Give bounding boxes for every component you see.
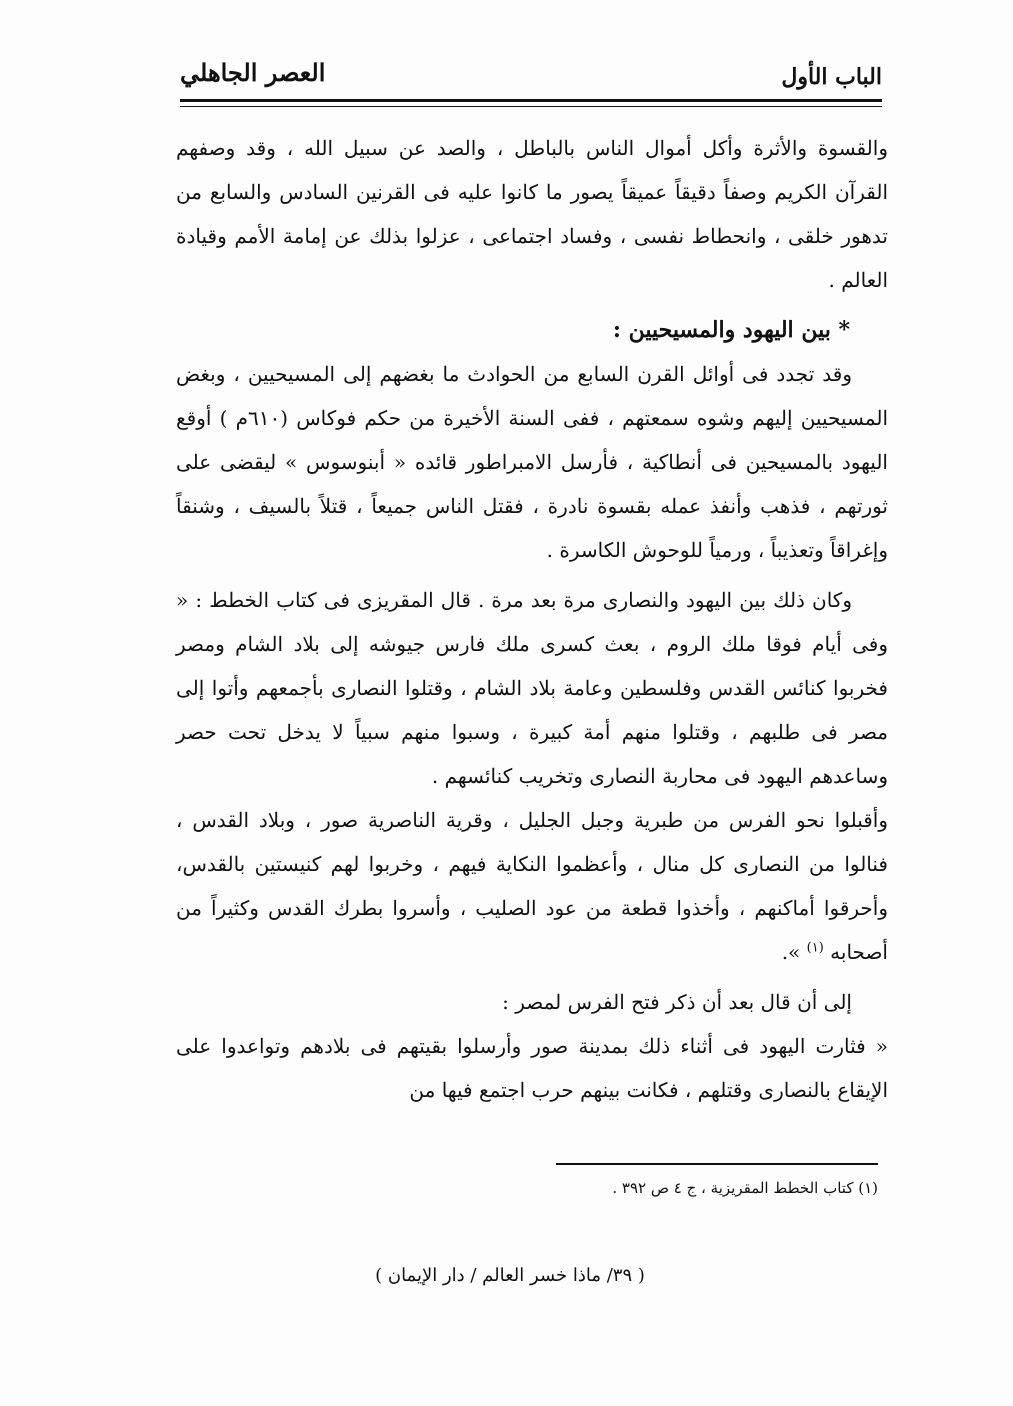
page-footer: ( ٣٩/ ماذا خسر العالم / دار الإيمان ) bbox=[375, 1265, 645, 1286]
header-rule-thin bbox=[180, 106, 882, 107]
footnote: (١) كتاب الخطط المقريزية ، ج ٤ ص ٣٩٢ . bbox=[612, 1179, 878, 1197]
header-rule bbox=[180, 99, 882, 102]
paragraph-maqrizi-quote: وكان ذلك بين اليهود والنصارى مرة بعد مرة . قال المقريزى فى كتاب الخطط : « وفى أيام فوقا ملك الروم ، بعث كسرى ملك فارس جيوشه إلى بلاد الشام ومصر فخربوا كنائس القدس وفلسطين وعامة بلاد الشام ، وقتلوا النصارى بأجمعهم وأتوا إلى مصر فى طلبهم ، وقتلوا منهم أمة كبيرة ، وسبوا منهم سبياً لا يدخل تحت حصر وساعدهم اليهود فى محاربة النصارى وتخريب كنائسهم . bbox=[176, 588, 888, 788]
paragraph-antioch: وقد تجدد فى أوائل القرن السابع من الحوادث ما بغضهم إلى المسيحيين ، وبغض المسيحيين إليهم وشوه سمعتهم ، ففى السنة الأخيرة من حكم فوكاس (٦١٠م ) أوقع اليهود بالمسيحين فى أنطاكية ، فأرسل الامبراطور قائده « أبنوسوس » ليقضى على ثورتهم ، فذهب وأنفذ عمله بقسوة نادرة ، فقتل الناس جميعاً ، قتلاً بالسيف ، وشنقاً وإغراقاً وتعذيباً ، ورمياً للوحوش الكاسرة . bbox=[176, 362, 889, 562]
quote-close: ». bbox=[781, 940, 807, 964]
footnote-reference: (١) bbox=[806, 940, 824, 956]
chapter-title: الباب الأول bbox=[781, 64, 882, 90]
paragraph-transition: إلى أن قال بعد أن ذكر فتح الفرس لمصر : bbox=[502, 990, 852, 1014]
main-text bbox=[176, 126, 888, 1112]
footnote-rule bbox=[556, 1163, 878, 1165]
section-title: العصر الجاهلي bbox=[180, 58, 326, 87]
paragraph-jerusalem-text: وأقبلوا نحو الفرس من طبرية وجبل الجليل ، وقرية الناصرية صور ، وبلاد القدس ، فنالوا من النصارى كل منال ، وأعظموا النكاية فيهم ، وخربوا لهم كنيستين بالقدس، وأحرقوا أماكنهم ، وأخذوا قطعة من عود الصليب ، وأسروا بطرك القدس وكثيراً من أصحابه bbox=[176, 808, 888, 964]
paragraph-tyre: « فثارت اليهود فى أثناء ذلك بمدينة صور وأرسلوا بقيتهم فى بلادهم وتواعدوا على الإيقاع بالنصارى وقتلهم ، فكانت بينهم حرب اجتمع فيها من bbox=[176, 1034, 888, 1102]
section-heading: * بين اليهود والمسيحيين : bbox=[612, 317, 850, 343]
paragraph-continuation: والقسوة والأثرة وأكل أموال الناس بالباطل ، والصد عن سبيل الله ، وقد وصفهم القرآن الكريم وصفاً دقيقاً عميقاً يصور ما كانوا عليه فى القرنين السادس والسابع من تدهور خلقى ، وانحطاط نفسى ، وفساد اجتماعى ، عزلوا بذلك عن إمامة الأمم وقيادة العالم . bbox=[176, 136, 888, 292]
running-header bbox=[180, 52, 882, 102]
paragraph-jerusalem bbox=[176, 798, 888, 974]
